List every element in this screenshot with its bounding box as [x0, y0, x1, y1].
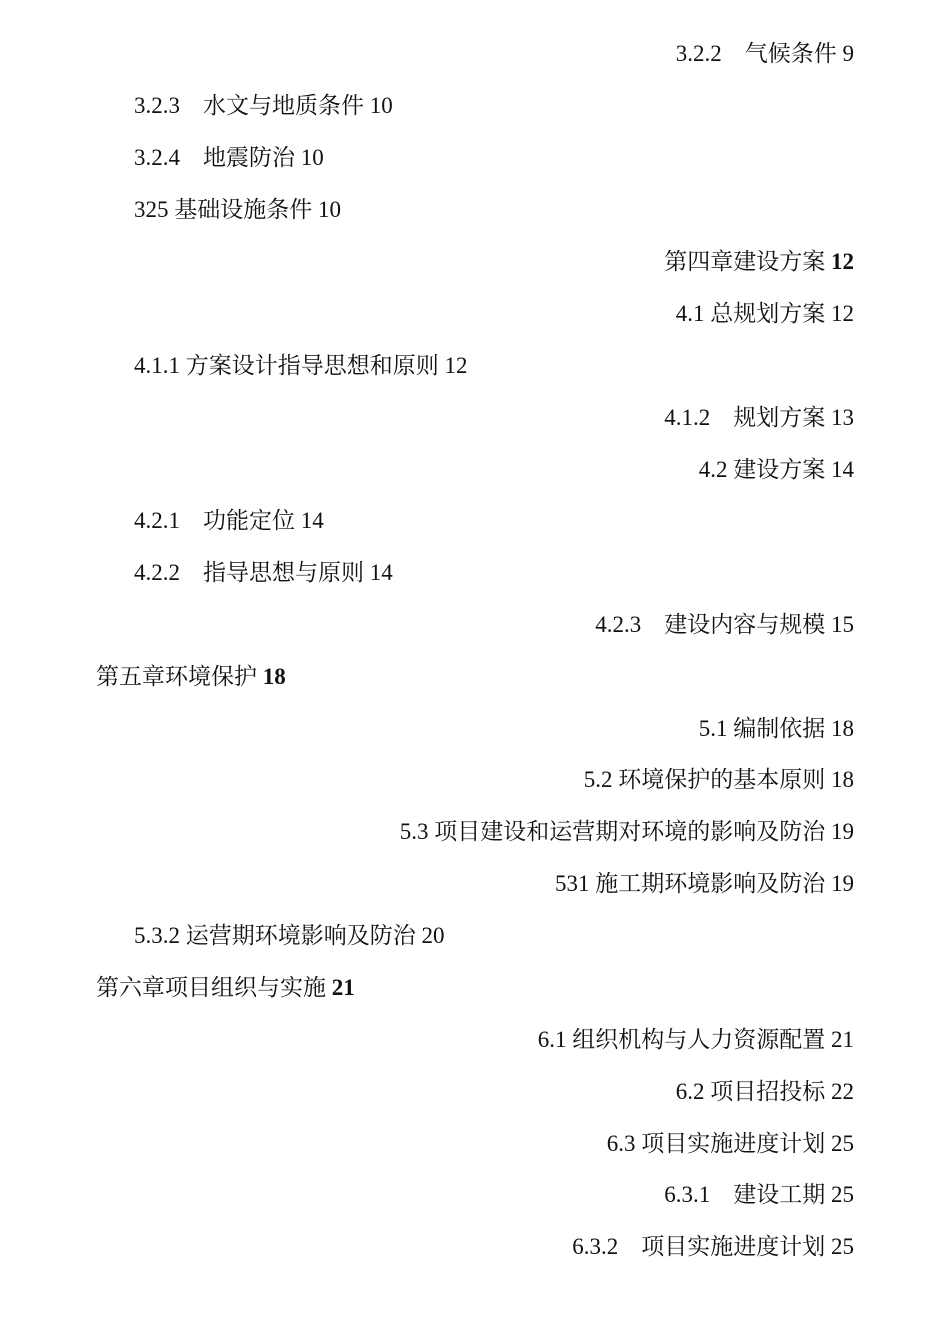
- toc-entry-4-1-1: 4.1.1 方案设计指导思想和原则 12: [134, 353, 468, 378]
- toc-entry-4-2-2: 4.2.2 指导思想与原则 14: [134, 560, 393, 585]
- toc-entry-4-2: 4.2 建设方案 14: [698, 457, 854, 482]
- toc-entry-4-1-2: 4.1.2 规划方案 13: [664, 405, 854, 430]
- toc-entry-6-3-2: 6.3.2 项目实施进度计划 25: [572, 1234, 854, 1259]
- chapter-page-number: 18: [262, 664, 286, 689]
- toc-entry-3-2-4: 3.2.4 地震防治 10: [134, 145, 324, 170]
- toc-entry-3-2-2: 3.2.2 气候条件 9: [675, 41, 854, 66]
- toc-entry-5-2: 5.2 环境保护的基本原则 18: [583, 767, 854, 792]
- toc-entry-4-2-1: 4.2.1 功能定位 14: [134, 508, 324, 533]
- toc-entry-5-3-1: 531 施工期环境影响及防治 19: [555, 871, 854, 896]
- toc-entry-4-2-3: 4.2.3 建设内容与规模 15: [595, 612, 854, 637]
- toc-entry-6-1: 6.1 组织机构与人力资源配置 21: [537, 1027, 854, 1052]
- chapter-page-number: 12: [831, 249, 854, 274]
- toc-entry-6-3: 6.3 项目实施进度计划 25: [606, 1131, 854, 1156]
- toc-entry-3-2-5: 325 基础设施条件 10: [134, 197, 341, 222]
- toc-entry-6-2: 6.2 项目招投标 22: [675, 1079, 854, 1104]
- toc-chapter-6: 第六章项目组织与实施 21: [96, 975, 355, 1000]
- toc-entry-6-3-1: 6.3.1 建设工期 25: [664, 1182, 854, 1207]
- toc-entry-5-3-2: 5.3.2 运营期环境影响及防治 20: [134, 923, 445, 948]
- toc-entry-5-3: 5.3 项目建设和运营期对环境的影响及防治 19: [399, 819, 854, 844]
- toc-entry-3-2-3: 3.2.3 水文与地质条件 10: [134, 93, 393, 118]
- toc-chapter-4: 第四章建设方案 12: [664, 249, 854, 274]
- toc-entry-5-1: 5.1 编制依据 18: [698, 716, 854, 741]
- chapter-page-number: 21: [331, 975, 355, 1000]
- toc-chapter-5: 第五章环境保护 18: [96, 664, 286, 689]
- toc-entry-4-1: 4.1 总规划方案 12: [675, 301, 854, 326]
